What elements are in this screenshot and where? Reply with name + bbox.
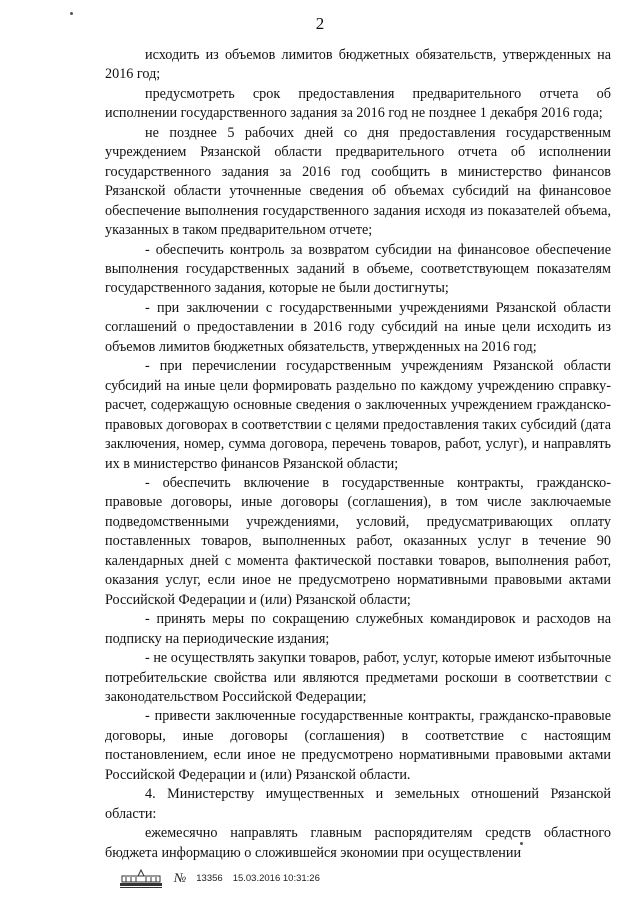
paragraph: - обеспечить включение в государственные контракты, гражданско-правовые договоры, иные договоры (соглашения), в том числе заключаемые подведомственными учреждениями, условий, предусматривающих оплату поставленных товаров, выполненных работ, оказанных услуг в течение 90 календарных дней с момента фактической поставки товаров, выполнения работ, оказания услуг, если иное не предусмотрено нормативными правовыми актами Российской Федерации и (или) Рязанской области; [105,474,611,608]
scan-speck [70,12,73,15]
building-stamp-icon [118,867,164,889]
paragraph: предусмотреть срок предоставления предварительного отчета об исполнении государственного задания за 2016 год не позднее 1 декабря 2016 года; [105,85,611,122]
paragraph: исходить из объемов лимитов бюджетных обязательств, утвержденных на 2016 год; [105,47,611,83]
paragraph: - при заключении с государственными учреждениями Рязанской области соглашений о предоставлении в 2016 году субсидий на иные цели исходить из объемов лимитов бюджетных обязательств, утвержденных на 2016 год; [105,299,611,355]
paragraph: - не осуществлять закупки товаров, работ, услуг, которые имеют избыточные потребительские свойства или являются предметами роскоши в соответствии с законодательством Российской Федерации; [105,650,611,705]
document-timestamp: 15.03.2016 10:31:26 [232,872,320,884]
paragraph: не позднее 5 рабочих дней со дня предоставления государственным учреждением Рязанской области предварительного отчета об исполнении государственного задания за 2016 год сообщить в министерство финансов Рязанской области уточненные сведения об объемах субсидий на финансовое обеспечение выполнения государственного задания исходя из показателей объема, указанных в таком предварительном отчете; [105,124,611,239]
paragraph: 4. Министерству имущественных и земельных отношений Рязанской области: [105,786,611,822]
paragraph: - принять меры по сокращению служебных командировок и расходов на подписку на периодические издания; [105,611,611,647]
number-sign: № [174,870,187,885]
document-body [105,46,611,863]
paragraph: ежемесячно направлять главным распорядителям средств областного бюджета информацию о сложившейся экономии при осуществлении [105,825,611,861]
document-id: 13356 [196,872,223,884]
paragraph: - при перечислении государственным учреждениям Рязанской области субсидий на иные цели формировать раздельно по каждому учреждению справку-расчет, содержащую основные сведения о заключенных учреждением гражданско-правовых договорах в соответствии с целями предоставления таких субсидий (дата заключения, номер, сумма договора, перечень товаров, работ, услуг), и направлять их в министерство финансов Рязанской области; [105,358,611,472]
page-number: 2 [315,14,325,33]
paragraph: - привести заключенные государственные контракты, гражданско-правовые договоры, иные договоры (соглашения) в соответствие с настоящим постановлением, если иное не предусмотрено нормативными правовыми актами Российской Федерации и (или) Рязанской области. [105,708,611,783]
document-footer [118,867,320,889]
paragraph: - обеспечить контроль за возвратом субсидии на финансовое обеспечение выполнения государственных заданий в объеме, соответствующем показателям государственного задания, которые не были достигнуты; [105,241,611,297]
